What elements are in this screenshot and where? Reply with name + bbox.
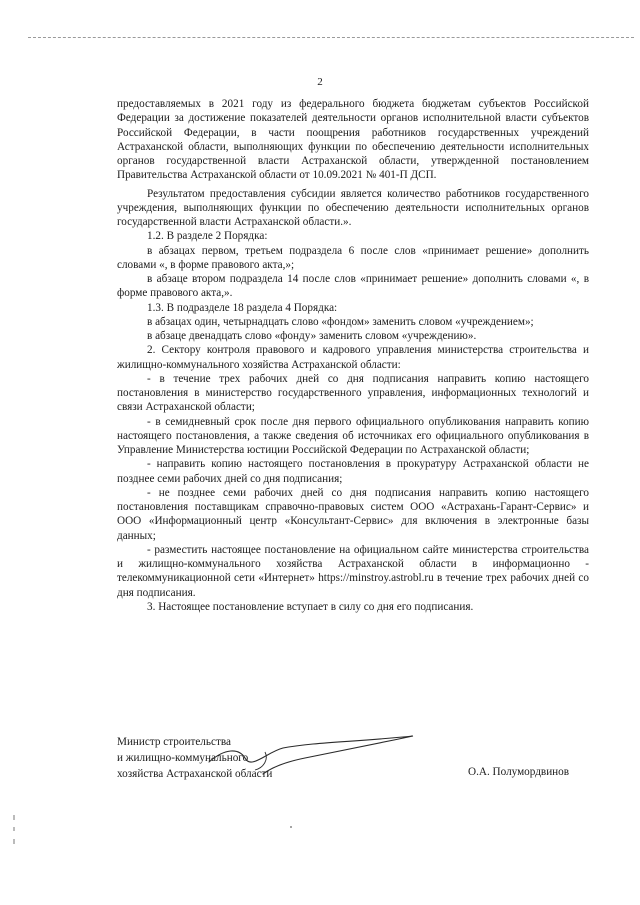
paragraph-item-2-d: - не позднее семи рабочих дней со дня подписания направить копию настоящего постановления поставщикам справочно-правовых систем ООО «Астрахань-Гарант-Сервис» и ООО «Информационный центр «Консультант-Сервис» для включения в электронные базы данных; (117, 486, 589, 542)
top-scan-border (28, 37, 634, 38)
paragraph-item-1-3: 1.3. В подразделе 18 раздела 4 Порядка: (147, 301, 338, 314)
paragraph-subsidy-goal: предоставляемых в 2021 году из федерального бюджета бюджетам субъектов Российской Федерации за достижение показателей деятельности органов исполнительной власти субъектов Российской Федерации, в части поощрения работников государственных учреждений Астраханской области, выполняющих функции по обеспечению деятельности исполнительных органов государственной власти Астраханской области, утвержденной постановлением Правительства Астраханской области от 10.09.2021 № 401-П ДСП. (117, 98, 589, 182)
paragraph-item-2-a: - в течение трех рабочих дней со дня подписания направить копию настоящего постановления в министерство государственного управления, информационных технологий и связи Астраханской области; (117, 372, 589, 414)
signatory-name: О.А. Полумордвинов (468, 766, 570, 778)
paragraph-item-1-3-b: в абзаце двенадцать слово «фонду» заменить словом «учреждению». (147, 330, 477, 342)
paragraph-item-1-2-a: в абзацах первом, третьем подраздела 6 после слов «принимает решение» дополнить словами «, в форме правового акта,»; (117, 244, 589, 271)
signatory-title-line-3: хозяйства Астраханской области (117, 768, 273, 780)
paragraph-item-3: 3. Настоящее постановление вступает в силу со дня его подписания. (147, 600, 474, 613)
signatory-title-line-2: и жилищно-коммунального (117, 752, 249, 764)
paragraph-item-2-e: - разместить настоящее постановление на официальном сайте министерства строительства и жилищно-коммунального хозяйства Астраханской области в информационно - телекоммуникационной сети «Интернет» https://minstroy.astrobl.ru в течение трех рабочих дней со дня подписания. (117, 543, 589, 599)
margin-scan-marks (12, 815, 16, 847)
signatory-title-line-1: Министр строительства (117, 736, 231, 748)
paragraph-item-1-2: 1.2. В разделе 2 Порядка: (147, 230, 268, 243)
paragraph-item-2: 2. Сектору контроля правового и кадрового управления министерства строительства и жилищно-коммунального хозяйства Астраханской области: (117, 344, 589, 371)
handwritten-signature (205, 718, 420, 778)
paragraph-item-1-3-a: в абзацах один, четырнадцать слово «фондом» заменить словом «учреждением»; (147, 315, 534, 328)
paragraph-item-2-c: - направить копию настоящего постановления в прокуратуру Астраханской области не позднее семи рабочих дней со дня подписания; (117, 458, 589, 485)
paragraph-subsidy-result: Результатом предоставления субсидии является количество работников государственного учреждения, выполняющих функции по обеспечению деятельности исполнительных органов государственной власти Астраханской области.». (117, 187, 589, 228)
scan-speck (290, 826, 292, 828)
document-body (117, 97, 589, 614)
paragraph-item-1-2-b: в абзаце втором подраздела 14 после слов «принимает решение» дополнить словами «, в форме правового акта,». (117, 273, 589, 300)
page-number: 2 (317, 76, 323, 88)
paragraph-item-2-b: - в семидневный срок после дня первого официального опубликования направить копию настоящего постановления, а также сведения об источниках его официального опубликования в Управление Министерства юстиции Российской Федерации по Астраханской области; (117, 415, 589, 456)
